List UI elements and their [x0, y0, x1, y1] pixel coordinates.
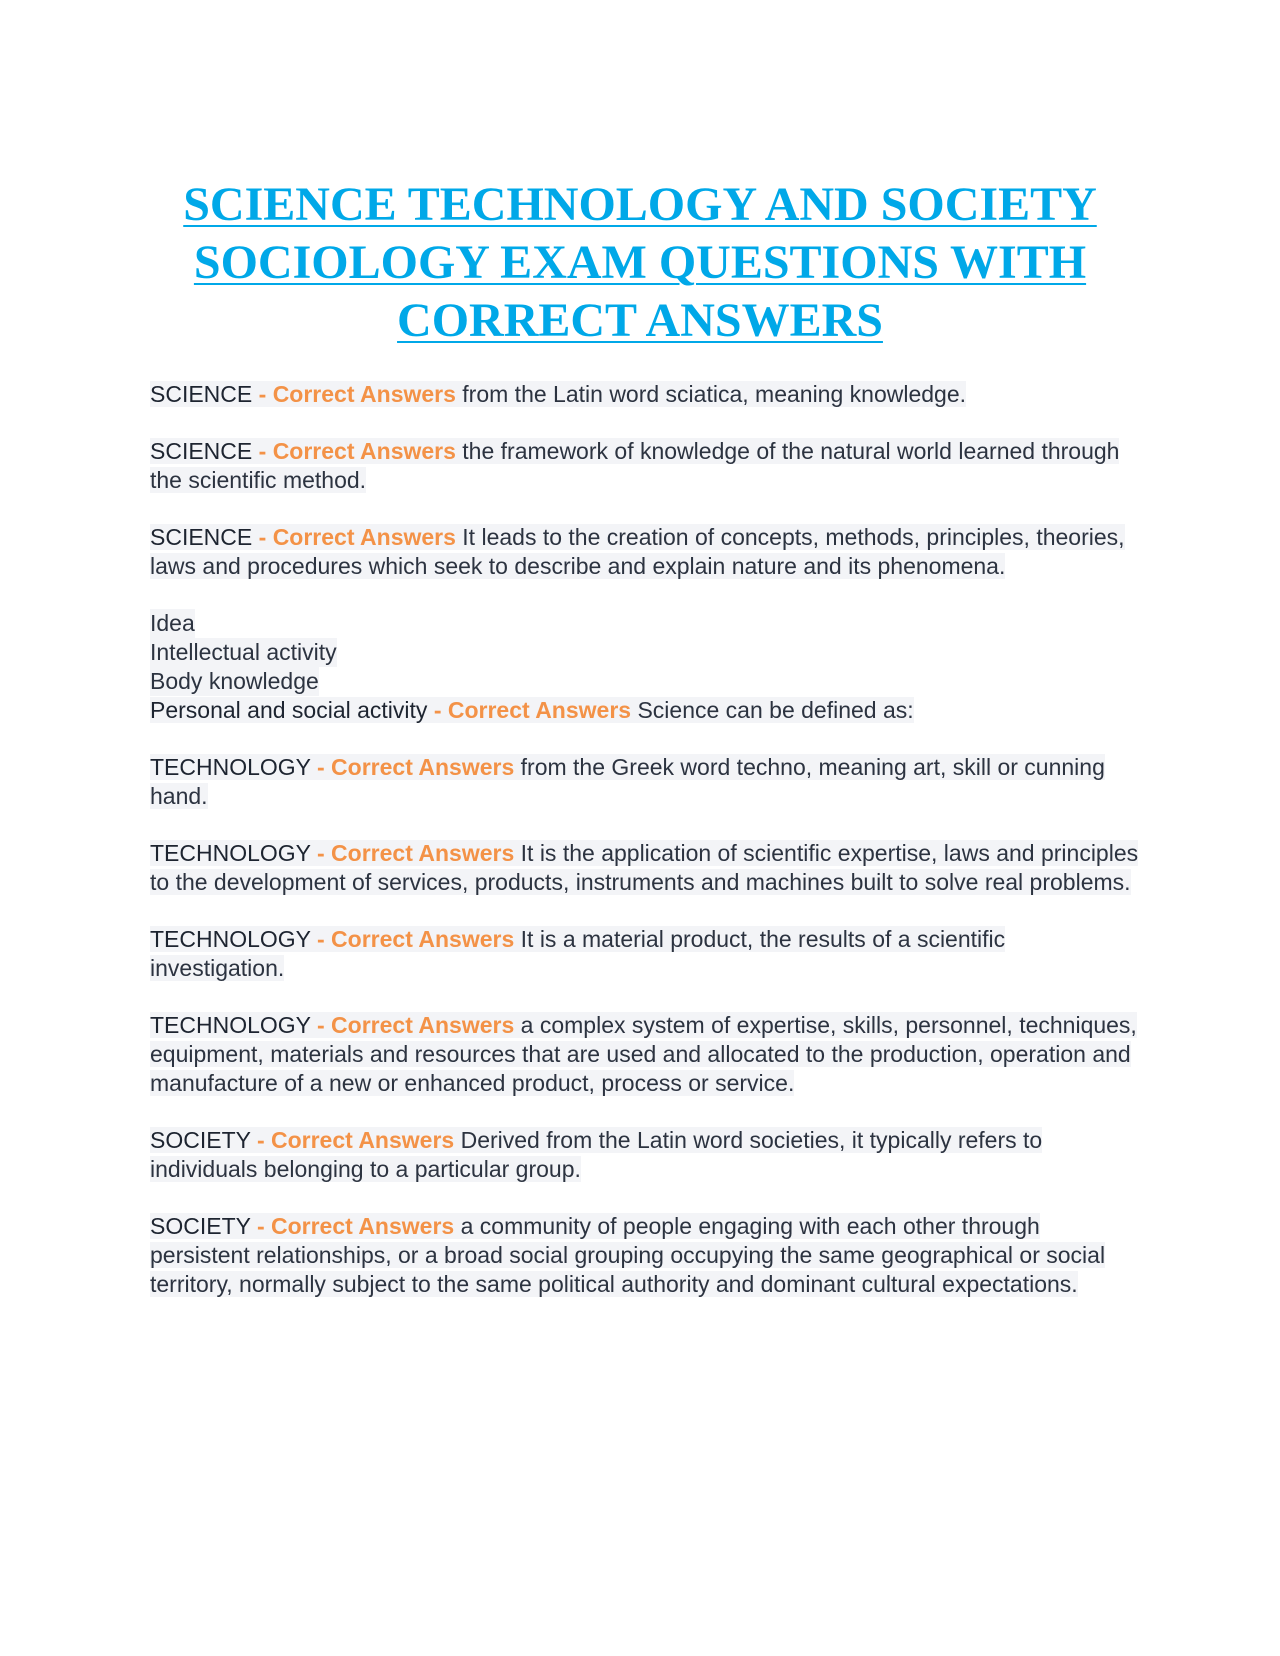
definition: It is a material product, the results of a scientific investigation.	[150, 926, 1006, 981]
title-line-2: SOCIOLOGY EXAM QUESTIONS WITH	[193, 236, 1087, 289]
answer-separator: - Correct Answers	[317, 926, 515, 952]
definition: It leads to the creation of concepts, methods, principles, theories, laws and procedures which seek to describe and explain nature and its phenomena.	[150, 524, 1125, 579]
answer-separator: - Correct Answers	[256, 1213, 455, 1239]
qa-entry	[150, 839, 1140, 897]
term: SOCIETY	[150, 1213, 251, 1239]
qa-entry	[150, 609, 1140, 725]
definition: a complex system of expertise, skills, personnel, techniques, equipment, materials and resources that are used and allocated to the production, operation and manufacture of a new or enhanced product, process or service.	[150, 1012, 1137, 1096]
term: SOCIETY	[150, 1127, 251, 1153]
answer-separator: - Correct Answers	[433, 697, 632, 723]
answer-separator: - Correct Answers	[258, 524, 456, 550]
qa-entry	[150, 380, 1140, 409]
definition: from the Latin word sciatica, meaning knowledge.	[462, 381, 967, 407]
page-title	[150, 176, 1130, 350]
qa-entry	[150, 1011, 1140, 1098]
qa-entry	[150, 1126, 1140, 1184]
qa-list	[150, 380, 1140, 1327]
title-line-1: SCIENCE TECHNOLOGY AND SOCIETY	[183, 178, 1097, 231]
qa-entry	[150, 1212, 1140, 1299]
qa-entry	[150, 523, 1140, 581]
answer-separator: - Correct Answers	[317, 1012, 515, 1038]
term-line: Intellectual activity	[150, 639, 337, 665]
qa-entry	[150, 753, 1140, 811]
definition: Derived from the Latin word societies, it typically refers to individuals belonging to a particular group.	[150, 1127, 1043, 1182]
term-line: Body knowledge	[150, 668, 319, 694]
answer-separator: - Correct Answers	[258, 381, 456, 407]
qa-entry	[150, 437, 1140, 495]
definition: the framework of knowledge of the natural world learned through the scientific method.	[150, 438, 1120, 493]
definition: a community of people engaging with each other through persistent relationships, or a broad social grouping occupying the same geographical or social territory, normally subject to the same political authority and dominant cultural expectations.	[150, 1213, 1106, 1297]
title-line-3: CORRECT ANSWERS	[397, 294, 883, 347]
definition: Science can be defined as:	[637, 697, 914, 723]
term: TECHNOLOGY	[150, 926, 311, 952]
term-line: Personal and social activity	[150, 697, 428, 723]
term-line: Idea	[150, 610, 195, 636]
answer-separator: - Correct Answers	[256, 1127, 455, 1153]
answer-separator: - Correct Answers	[258, 438, 456, 464]
term: SCIENCE	[150, 381, 253, 407]
term: SCIENCE	[150, 524, 253, 550]
definition: from the Greek word techno, meaning art, skill or cunning hand.	[150, 754, 1105, 809]
answer-separator: - Correct Answers	[317, 754, 515, 780]
term: TECHNOLOGY	[150, 754, 311, 780]
qa-entry	[150, 925, 1140, 983]
answer-separator: - Correct Answers	[317, 840, 515, 866]
term: TECHNOLOGY	[150, 840, 311, 866]
term: SCIENCE	[150, 438, 253, 464]
term: TECHNOLOGY	[150, 1012, 311, 1038]
definition: It is the application of scientific expertise, laws and principles to the development of services, products, instruments and machines built to solve real problems.	[150, 840, 1139, 895]
